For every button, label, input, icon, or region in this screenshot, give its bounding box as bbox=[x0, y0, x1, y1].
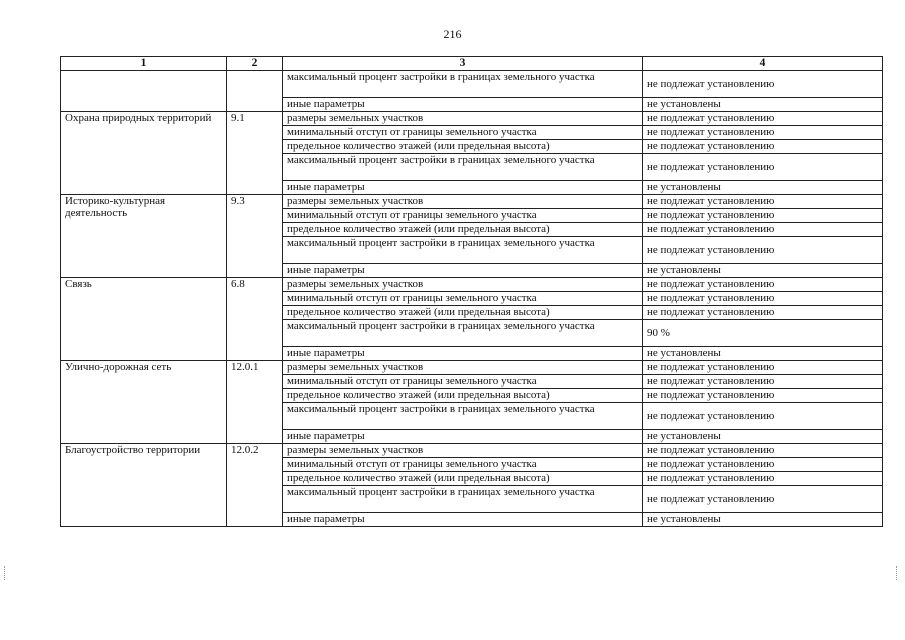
header-col-3: 3 bbox=[283, 57, 643, 71]
param-cell: минимальный отступ от границы земельного участка bbox=[283, 375, 643, 389]
param-cell: минимальный отступ от границы земельного участка bbox=[283, 126, 643, 140]
param-cell: иные параметры bbox=[283, 98, 643, 112]
param-cell: минимальный отступ от границы земельного участка bbox=[283, 292, 643, 306]
usage-type-cell: Благоустройство территории bbox=[61, 444, 227, 527]
value-cell: не установлены bbox=[643, 347, 883, 361]
table-body bbox=[61, 71, 883, 527]
table-row bbox=[61, 112, 883, 126]
usage-code-cell: 12.0.2 bbox=[227, 444, 283, 527]
param-cell: размеры земельных участков bbox=[283, 112, 643, 126]
value-cell: 90 % bbox=[643, 320, 883, 347]
value-cell: не подлежат установлению bbox=[643, 403, 883, 430]
header-col-2: 2 bbox=[227, 57, 283, 71]
param-cell: иные параметры bbox=[283, 513, 643, 527]
usage-type-cell: Историко-культурная деятельность bbox=[61, 195, 227, 278]
usage-type-cell: Охрана природных территорий bbox=[61, 112, 227, 195]
table-row bbox=[61, 71, 883, 98]
value-cell: не подлежат установлению bbox=[643, 292, 883, 306]
value-cell: не подлежат установлению bbox=[643, 223, 883, 237]
value-cell: не подлежат установлению bbox=[643, 112, 883, 126]
continuation-name-cell bbox=[61, 71, 227, 112]
scan-edge-mark-right bbox=[896, 566, 899, 580]
value-cell: не подлежат установлению bbox=[643, 154, 883, 181]
value-cell: не подлежат установлению bbox=[643, 389, 883, 403]
table-row bbox=[61, 444, 883, 458]
header-col-1: 1 bbox=[61, 57, 227, 71]
param-cell: максимальный процент застройки в границах земельного участка bbox=[283, 403, 643, 430]
value-cell: не подлежат установлению bbox=[643, 472, 883, 486]
param-cell: размеры земельных участков bbox=[283, 278, 643, 292]
table-row bbox=[61, 195, 883, 209]
usage-code-cell: 9.1 bbox=[227, 112, 283, 195]
value-cell: не подлежат установлению bbox=[643, 237, 883, 264]
value-cell: не установлены bbox=[643, 181, 883, 195]
value-cell: не подлежат установлению bbox=[643, 195, 883, 209]
table-row bbox=[61, 278, 883, 292]
usage-type-cell: Связь bbox=[61, 278, 227, 361]
scan-edge-mark-left bbox=[4, 566, 7, 580]
value-cell: не подлежат установлению bbox=[643, 140, 883, 154]
value-cell: не подлежат установлению bbox=[643, 486, 883, 513]
param-cell: предельное количество этажей (или предельная высота) bbox=[283, 306, 643, 320]
param-cell: иные параметры bbox=[283, 264, 643, 278]
param-cell: предельное количество этажей (или предельная высота) bbox=[283, 140, 643, 154]
value-cell: не подлежат установлению bbox=[643, 306, 883, 320]
param-cell: размеры земельных участков bbox=[283, 444, 643, 458]
value-cell: не подлежат установлению bbox=[643, 444, 883, 458]
header-col-4: 4 bbox=[643, 57, 883, 71]
param-cell: максимальный процент застройки в границах земельного участка bbox=[283, 320, 643, 347]
param-cell: минимальный отступ от границы земельного участка bbox=[283, 458, 643, 472]
param-cell: максимальный процент застройки в границах земельного участка bbox=[283, 154, 643, 181]
value-cell: не установлены bbox=[643, 430, 883, 444]
param-cell: размеры земельных участков bbox=[283, 195, 643, 209]
usage-code-cell: 9.3 bbox=[227, 195, 283, 278]
usage-code-cell: 12.0.1 bbox=[227, 361, 283, 444]
value-cell: не подлежат установлению bbox=[643, 458, 883, 472]
value-cell: не установлены bbox=[643, 98, 883, 112]
value-cell: не подлежат установлению bbox=[643, 126, 883, 140]
param-cell: иные параметры bbox=[283, 347, 643, 361]
param-cell: иные параметры bbox=[283, 181, 643, 195]
regulations-table bbox=[60, 56, 883, 527]
value-cell: не подлежат установлению bbox=[643, 71, 883, 98]
param-cell: предельное количество этажей (или предельная высота) bbox=[283, 389, 643, 403]
usage-type-cell: Улично-дорожная сеть bbox=[61, 361, 227, 444]
value-cell: не подлежат установлению bbox=[643, 209, 883, 223]
param-cell: максимальный процент застройки в границах земельного участка bbox=[283, 71, 643, 98]
value-cell: не подлежат установлению bbox=[643, 375, 883, 389]
value-cell: не установлены bbox=[643, 264, 883, 278]
value-cell: не подлежат установлению bbox=[643, 361, 883, 375]
continuation-code-cell bbox=[227, 71, 283, 112]
header-row bbox=[61, 57, 883, 71]
page-number: 216 bbox=[443, 27, 462, 41]
value-cell: не подлежат установлению bbox=[643, 278, 883, 292]
param-cell: иные параметры bbox=[283, 430, 643, 444]
param-cell: максимальный процент застройки в границах земельного участка bbox=[283, 486, 643, 513]
param-cell: размеры земельных участков bbox=[283, 361, 643, 375]
table-row bbox=[61, 361, 883, 375]
param-cell: предельное количество этажей (или предельная высота) bbox=[283, 472, 643, 486]
usage-code-cell: 6.8 bbox=[227, 278, 283, 361]
param-cell: предельное количество этажей (или предельная высота) bbox=[283, 223, 643, 237]
param-cell: максимальный процент застройки в границах земельного участка bbox=[283, 237, 643, 264]
param-cell: минимальный отступ от границы земельного участка bbox=[283, 209, 643, 223]
value-cell: не установлены bbox=[643, 513, 883, 527]
